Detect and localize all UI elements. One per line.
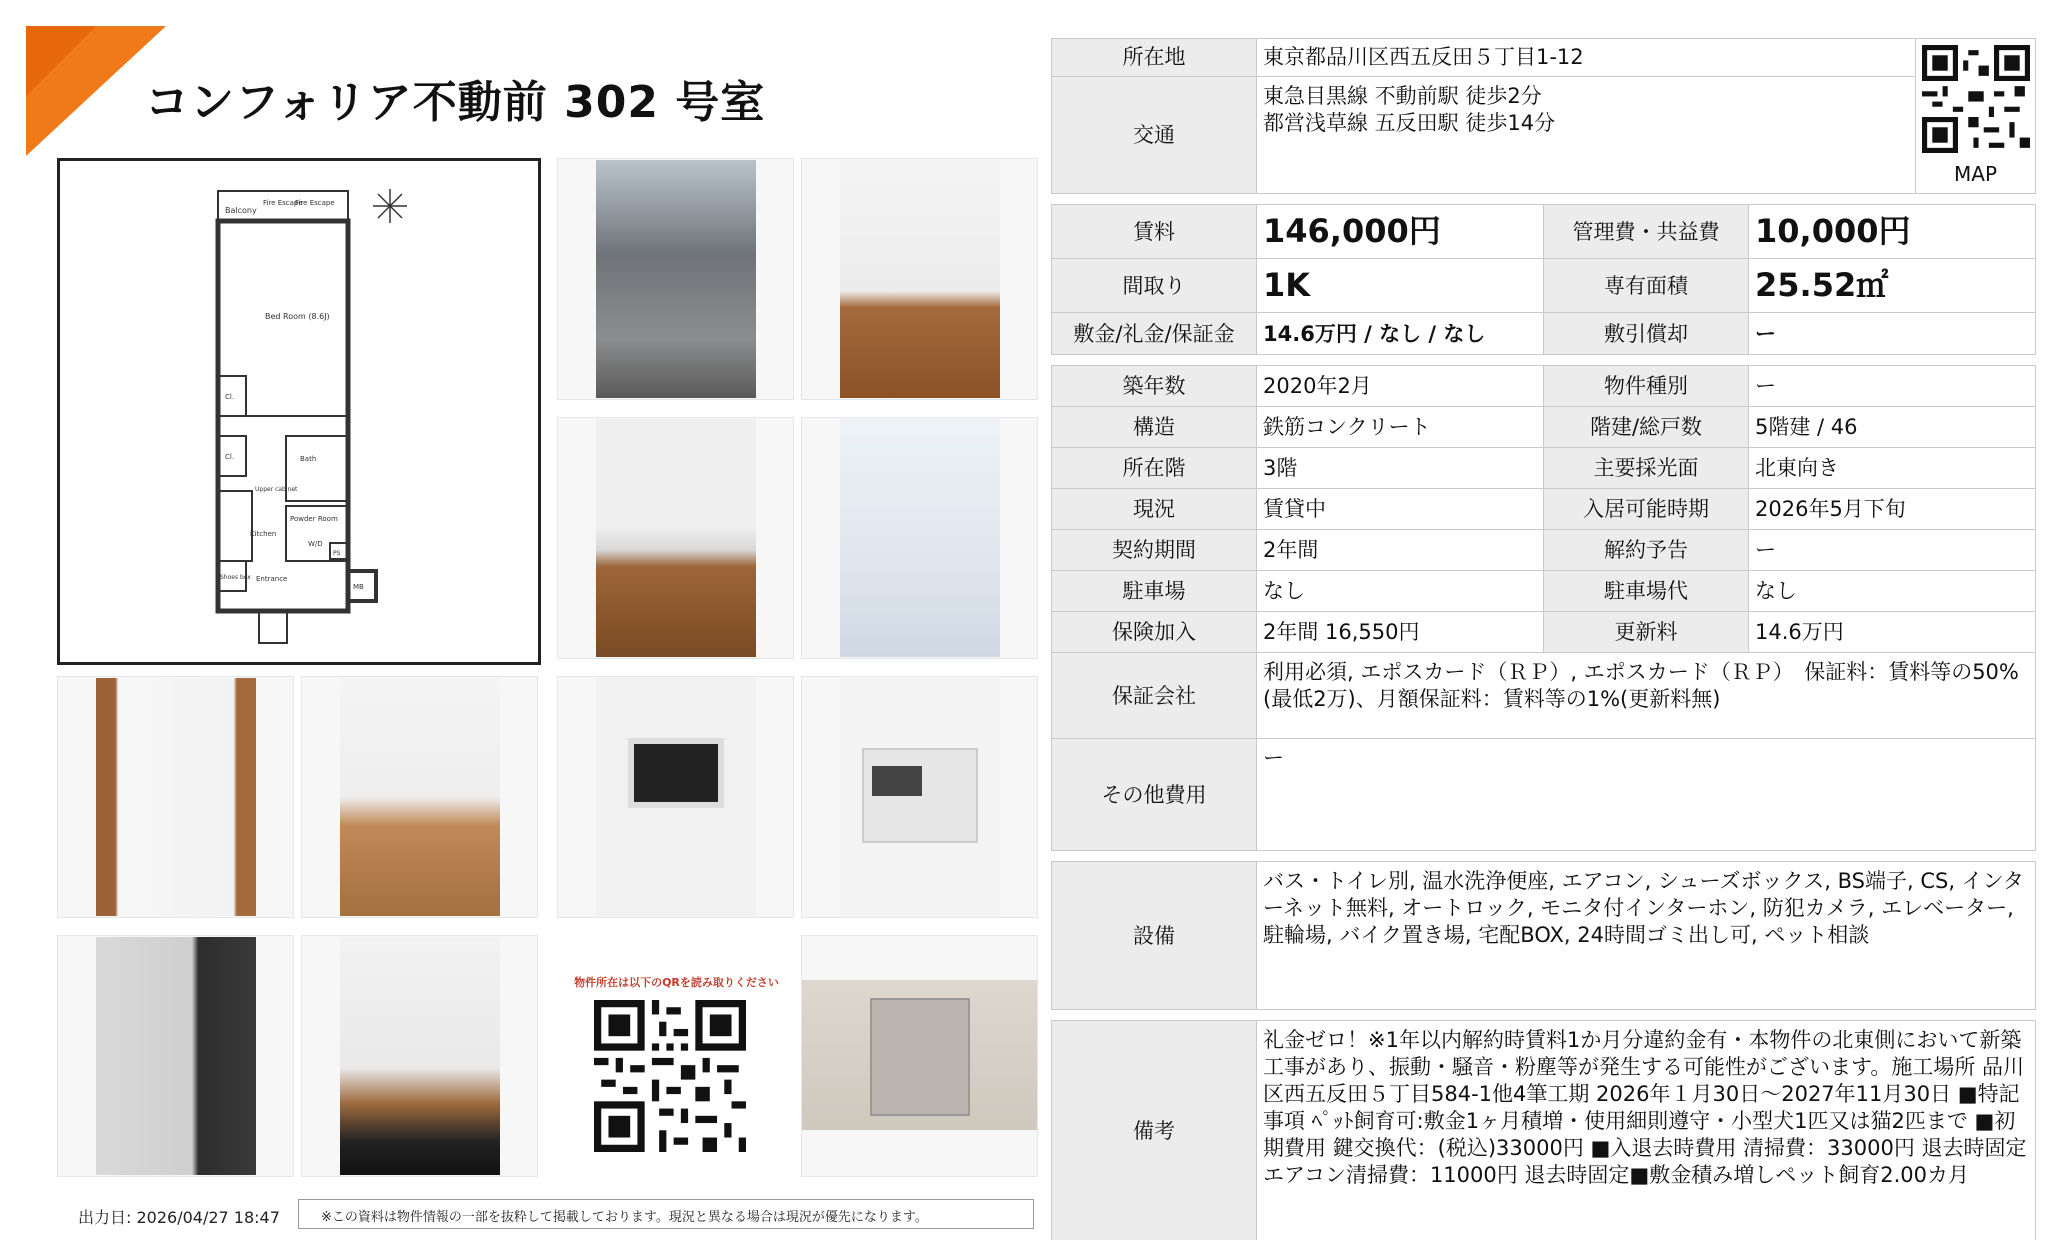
detail-label: 物件種別 <box>1544 366 1749 407</box>
floor-plan[interactable] <box>57 158 541 665</box>
amortization-value: ー <box>1749 313 2036 355</box>
disclaimer-note: ※この資料は物件情報の一部を抜粋して掲載しております。現況と異なる場合は現況が優先になります。 <box>298 1199 1034 1229</box>
fp-label-balcony: Balcony <box>225 206 257 215</box>
management-fee-value: 10,000円 <box>1749 205 2036 259</box>
fp-label-kitchen: Kitchen <box>250 530 277 538</box>
fp-label-fire-escape-1: Fire Escape <box>263 199 303 207</box>
fp-label-bedroom: Bed Room (8.6J) <box>265 312 330 321</box>
location-label: 所在地 <box>1052 39 1257 77</box>
photo-entrance-intercom-panel[interactable] <box>801 935 1038 1177</box>
location-table <box>1051 38 2036 194</box>
detail-value: 5階建 / 46 <box>1749 407 2036 448</box>
transport-line-1: 東急目黒線 不動前駅 徒歩2分 <box>1263 83 1542 108</box>
guarantee-value: 利用必須, エポスカード（ＲＰ）, エポスカード（ＲＰ） 保証料：賃料等の50%(最低2万)、月額保証料：賃料等の1%(更新料無) <box>1257 653 2036 739</box>
transport-line-2: 都営浅草線 五反田駅 徒歩14分 <box>1263 110 1556 135</box>
facilities-table <box>1051 861 2036 1010</box>
detail-label: 構造 <box>1052 407 1257 448</box>
detail-label: 主要採光面 <box>1544 448 1749 489</box>
location-value: 東京都品川区西五反田５丁目1-12 <box>1257 39 1916 77</box>
fp-label-powder-room: Powder Room <box>290 515 338 523</box>
area-value: 25.52㎡ <box>1749 259 2036 313</box>
detail-label: 入居可能時期 <box>1544 489 1749 530</box>
detail-value: 2年間 16,550円 <box>1257 612 1544 653</box>
rent-table <box>1051 204 2036 355</box>
detail-label: 保険加入 <box>1052 612 1257 653</box>
fp-label-ps: PS <box>333 550 341 557</box>
detail-value: ー <box>1749 366 2036 407</box>
fp-label-fire-escape-2: Fire Escape <box>295 199 335 207</box>
photo-bathroom[interactable] <box>801 417 1038 659</box>
orange-corner-shade <box>26 26 96 96</box>
rent-value: 146,000円 <box>1257 205 1544 259</box>
photo-living-room-2[interactable] <box>301 676 538 918</box>
detail-value: 北東向き <box>1749 448 2036 489</box>
fp-label-wd: W/D <box>308 540 323 548</box>
detail-label: 現況 <box>1052 489 1257 530</box>
remarks-table <box>1051 1020 2036 1240</box>
detail-label: 築年数 <box>1052 366 1257 407</box>
detail-label: 駐車場代 <box>1544 571 1749 612</box>
deposit-value: 14.6万円 / なし / なし <box>1257 313 1544 355</box>
qr-caption: 物件所在は以下のQRを読み取りください <box>574 976 779 989</box>
fp-label-closet-2: Cl. <box>225 453 235 461</box>
details-table <box>1051 365 2036 851</box>
other-costs-label: その他費用 <box>1052 739 1257 851</box>
fp-label-mb: MB <box>353 583 364 591</box>
map-qr-code[interactable] <box>1922 45 2030 153</box>
qr-section[interactable] <box>557 935 794 1177</box>
guarantee-label: 保証会社 <box>1052 653 1257 739</box>
output-date: 出力日: 2026/04/27 18:47 <box>78 1208 280 1227</box>
detail-value: なし <box>1749 571 2036 612</box>
fp-label-closet-1: Cl. <box>225 393 235 401</box>
photo-kitchen[interactable] <box>557 417 794 659</box>
photo-entrance-hallway[interactable] <box>301 935 538 1177</box>
detail-label: 所在階 <box>1052 448 1257 489</box>
map-label: MAP <box>1954 161 1997 186</box>
deposit-label: 敷金/礼金/保証金 <box>1052 313 1257 355</box>
layout-value: 1K <box>1257 259 1544 313</box>
detail-label: 更新料 <box>1544 612 1749 653</box>
photo-closet[interactable] <box>57 676 294 918</box>
qr-code-large <box>594 1000 746 1152</box>
transport-label: 交通 <box>1052 76 1257 194</box>
remarks-label: 備考 <box>1052 1021 1257 1240</box>
transport-value <box>1257 76 1916 194</box>
management-fee-label: 管理費・共益費 <box>1544 205 1749 259</box>
detail-value: 2年間 <box>1257 530 1544 571</box>
photo-building-exterior[interactable] <box>557 158 794 400</box>
facilities-label: 設備 <box>1052 862 1257 1010</box>
detail-label: 階建/総戸数 <box>1544 407 1749 448</box>
area-label: 専有面積 <box>1544 259 1749 313</box>
layout-label: 間取り <box>1052 259 1257 313</box>
floor-plan-drawing <box>60 161 538 662</box>
property-title: コンフォリア不動前 302 号室 <box>145 77 766 128</box>
detail-value: 2026年5月下旬 <box>1749 489 2036 530</box>
detail-value: 2020年2月 <box>1257 366 1544 407</box>
detail-label: 契約期間 <box>1052 530 1257 571</box>
photo-intercom-monitor[interactable] <box>557 676 794 918</box>
detail-value: なし <box>1257 571 1544 612</box>
detail-value: 3階 <box>1257 448 1544 489</box>
remarks-value: 礼金ゼロ！※1年以内解約時賃料1か月分違約金有・本物件の北東側において新築工事があり、振動・騒音・粉塵等が発生する可能性がございます。施工場所 品川区西五反田５丁目584-1他4筆工期 2026年１月30日〜2027年11月30日 ■特記事項 ﾍﾟｯﾄ飼育可:敷金1ヶ月積増・使用細則遵守・小型犬1匹又は猫2匹まで ■初期費用 鍵交換代：(税込)33000円 ■入退去時費用 清掃費：33000円 退去時固定 エアコン清掃費：11000円 退去時固定■敷金積み増しペット飼育2.00カ月 <box>1257 1021 2036 1240</box>
map-qr-cell[interactable] <box>1916 39 2036 194</box>
fp-label-shoes-box: Shoes box <box>220 574 251 581</box>
other-costs-value: ー <box>1257 739 2036 851</box>
photo-water-heater-panel[interactable] <box>801 676 1038 918</box>
amortization-label: 敷引償却 <box>1544 313 1749 355</box>
detail-label: 解約予告 <box>1544 530 1749 571</box>
photo-living-room-1[interactable] <box>801 158 1038 400</box>
rent-label: 賃料 <box>1052 205 1257 259</box>
fp-label-upper-cabinet: Upper cabinet <box>255 486 298 493</box>
detail-value: ー <box>1749 530 2036 571</box>
detail-label: 駐車場 <box>1052 571 1257 612</box>
facilities-value: バス・トイレ別, 温水洗浄便座, エアコン, シューズボックス, BS端子, CS, インターネット無料, オートロック, モニタ付インターホン, 防犯カメラ, エレベーター, 駐輪場, バイク置き場, 宅配BOX, 24時間ゴミ出し可, ペット相談 <box>1257 862 2036 1010</box>
photo-balcony[interactable] <box>57 935 294 1177</box>
detail-value: 賃貸中 <box>1257 489 1544 530</box>
detail-value: 鉄筋コンクリート <box>1257 407 1544 448</box>
detail-value: 14.6万円 <box>1749 612 2036 653</box>
fp-label-bath: Bath <box>300 455 317 463</box>
property-info-panel <box>1051 38 2036 1240</box>
fp-label-entrance: Entrance <box>256 575 288 583</box>
